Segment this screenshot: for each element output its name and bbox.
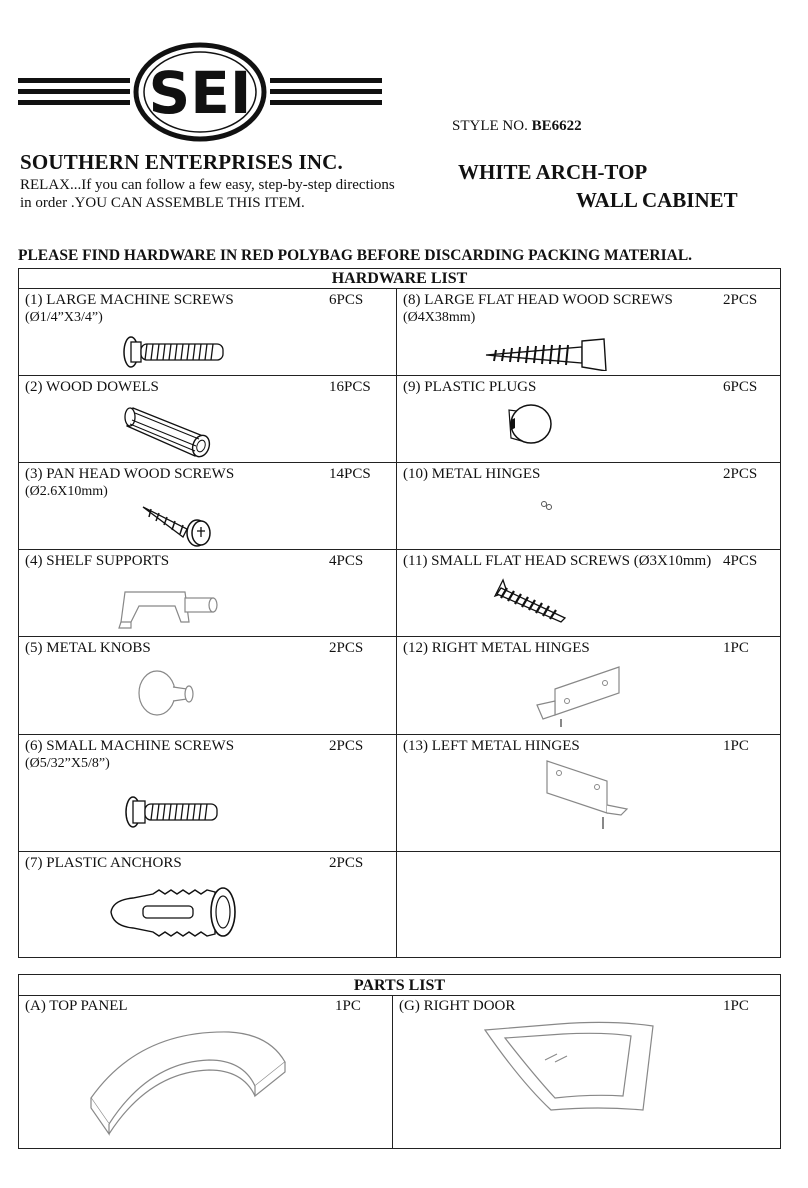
top-panel-icon [79,1020,299,1138]
plastic-anchor-icon [103,882,243,944]
parts-list-heading: PARTS LIST [19,975,780,996]
part-item: (A) TOP PANEL 1PC [19,996,393,1148]
table-row [19,852,780,958]
metal-hinge-icon [539,499,555,513]
table-row [19,550,780,637]
table-row [19,463,780,550]
shelf-support-icon [115,578,225,634]
table-row [19,735,780,852]
hardware-item: (13) LEFT METAL HINGES 1PC [397,735,780,851]
intro-text: RELAX...If you can follow a few easy, step-by-step directions in order .YOU CAN ASSEMBLE THIS ITEM. [20,177,395,211]
hardware-item: (8) LARGE FLAT HEAD WOOD SCREWS (Ø4X38mm) 2PCS [397,289,780,375]
left-metal-hinge-icon [543,755,633,839]
right-door-icon [481,1016,661,1120]
logo-text: SEI [148,59,252,127]
hardware-item: (5) METAL KNOBS 2PCS [19,637,397,734]
product-title-line2: WALL CABINET [576,188,738,212]
pan-head-screw-icon [139,501,219,547]
hardware-notice: PLEASE FIND HARDWARE IN RED POLYBAG BEFORE DISCARDING PACKING MATERIAL. [18,247,693,264]
hardware-item: (10) METAL HINGES 2PCS [397,463,780,549]
hardware-item: (2) WOOD DOWELS 16PCS [19,376,397,462]
metal-knob-icon [135,667,201,721]
right-metal-hinge-icon [535,661,635,729]
table-row [19,289,780,376]
product-title-line1: WHITE ARCH-TOP [458,160,648,184]
hardware-item: (6) SMALL MACHINE SCREWS (Ø5/32”X5/8”) 2PCS [19,735,397,851]
empty-cell [397,852,780,958]
hardware-item: (1) LARGE MACHINE SCREWS (Ø1/4”X3/4”) 6PCS [19,289,397,375]
hardware-list-table [18,268,781,958]
hardware-item: (3) PAN HEAD WOOD SCREWS (Ø2.6X10mm) 14PCS [19,463,397,549]
company-name: SOUTHERN ENTERPRISES INC. [20,150,343,174]
parts-list-table [18,974,781,1149]
hardware-item: (7) PLASTIC ANCHORS 2PCS [19,852,397,958]
small-machine-screw-icon [123,793,223,831]
table-row [19,376,780,463]
hardware-list-heading: HARDWARE LIST [19,269,780,289]
hardware-item: (9) PLASTIC PLUGS 6PCS [397,376,780,462]
small-flat-head-screw-icon [487,574,577,626]
sei-logo [18,40,382,150]
part-item: (G) RIGHT DOOR 1PC [393,996,780,1148]
hardware-item: (12) RIGHT METAL HINGES 1PC [397,637,780,734]
hardware-item: (11) SMALL FLAT HEAD SCREWS (Ø3X10mm) 4PCS [397,550,780,636]
plastic-plug-icon [497,398,557,448]
table-row [19,996,780,1148]
hardware-item: (4) SHELF SUPPORTS 4PCS [19,550,397,636]
wood-dowel-icon [123,396,223,460]
flat-head-wood-screw-icon [482,337,612,371]
style-number: STYLE NO. BE6622 [452,118,582,134]
machine-screw-icon [121,334,231,370]
table-row [19,637,780,735]
